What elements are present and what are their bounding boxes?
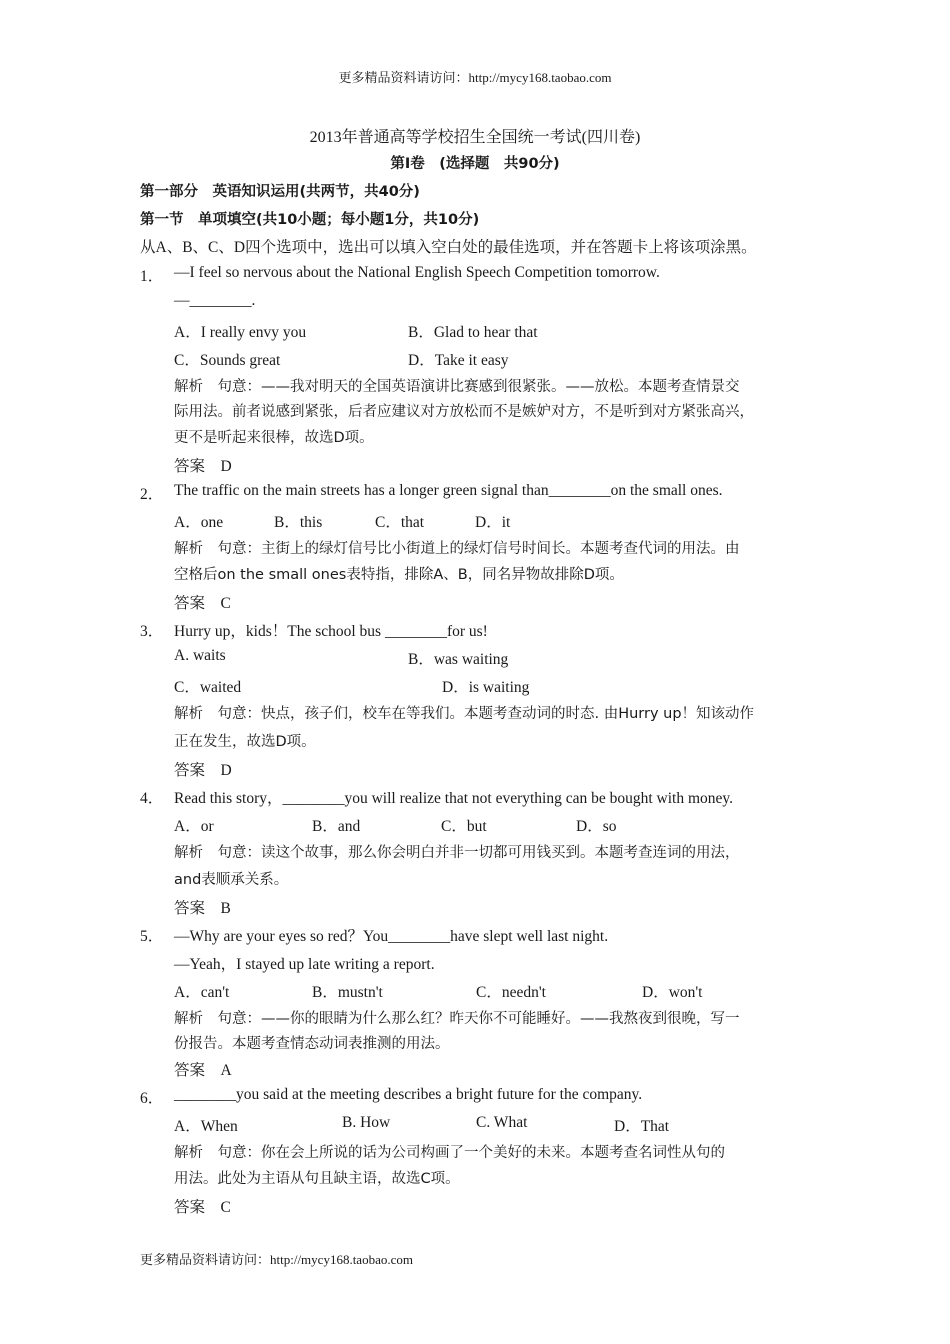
option-a: A. waits — [174, 647, 226, 664]
question-stem: —Why are your eyes so red？You________have slept well last night. — [174, 928, 609, 945]
question-number: 5． — [140, 928, 164, 945]
question-stem: ________you said at the meeting describes a bright future for the company. — [174, 1086, 643, 1103]
question-stem: Read this story，________you will realize that not everything can be bought with money. — [174, 790, 734, 807]
question-stem: —I feel so nervous about the National English Speech Competition tomorrow. — [174, 264, 660, 281]
option-d: D．Take it easy — [408, 352, 509, 369]
explanation: 更不是听起来很棒，故选D项。 — [174, 430, 374, 446]
option-d: D．so — [576, 818, 617, 835]
explanation: 用法。此处为主语从句且缺主语，故选C项。 — [174, 1171, 460, 1187]
explanation: 解析 句意：读这个故事，那么你会明白并非一切都可用钱买到。本题考查连词的用法， — [174, 845, 740, 861]
option-c: C．Sounds great — [174, 352, 281, 369]
header-link[interactable]: 更多精品资料请访问：http://mycy168.taobao.com — [338, 70, 612, 85]
option-a: A．can't — [174, 984, 230, 1001]
answer: 答案 C — [174, 1199, 231, 1216]
question-number: 1． — [140, 268, 164, 285]
option-b: B．Glad to hear that — [408, 324, 538, 341]
section-heading: 第一节 单项填空(共10小题；每小题1分，共10分) — [140, 212, 480, 228]
explanation: 解析 句意：主街上的绿灯信号比小街道上的绿灯信号时间长。本题考查代词的用法。由 — [174, 541, 740, 557]
answer: 答案 D — [174, 762, 232, 779]
option-c: C．waited — [174, 679, 242, 696]
volume-subtitle: 第Ⅰ卷 (选择题 共90分) — [390, 156, 560, 172]
answer: 答案 B — [174, 900, 231, 917]
question-stem-line2: —________. — [174, 292, 256, 309]
option-c: C．needn't — [476, 984, 546, 1001]
option-c: C．but — [441, 818, 487, 835]
question-stem: Hurry up，kids！The school bus ________for us! — [174, 623, 488, 640]
question-number: 2． — [140, 486, 164, 503]
answer: 答案 C — [174, 595, 231, 612]
question-number: 3． — [140, 623, 164, 640]
option-b: B. How — [342, 1114, 391, 1131]
question-stem-line2: —Yeah，I stayed up late writing a report. — [174, 956, 435, 973]
option-d: D．it — [475, 514, 511, 531]
footer-link[interactable]: 更多精品资料请访问：http://mycy168.taobao.com — [140, 1252, 413, 1267]
option-d: D．won't — [642, 984, 703, 1001]
question-number: 4． — [140, 790, 164, 807]
answer: 答案 D — [174, 458, 232, 475]
option-a: A．I really envy you — [174, 324, 307, 341]
question-stem: The traffic on the main streets has a longer green signal than________on the small ones. — [174, 482, 723, 499]
option-b: B．and — [312, 818, 361, 835]
explanation: 解析 句意：你在会上所说的话为公司构画了一个美好的未来。本题考查名词性从句的 — [174, 1145, 725, 1161]
question-number: 6． — [140, 1090, 164, 1107]
option-c: C. What — [476, 1114, 528, 1131]
explanation: 际用法。前者说感到紧张，后者应建议对方放松而不是嫉妒对方，不是听到对方紧张高兴， — [174, 404, 754, 420]
option-d: D．is waiting — [442, 679, 530, 696]
option-b: B．this — [274, 514, 323, 531]
page-title: 2013年普通高等学校招生全国统一考试(四川卷) — [309, 129, 641, 146]
explanation: 解析 句意：——我对明天的全国英语演讲比赛感到很紧张。——放松。本题考查情景交 — [174, 379, 740, 395]
option-a: A．When — [174, 1118, 238, 1135]
option-b: B．was waiting — [408, 651, 509, 668]
option-d: D．That — [614, 1118, 670, 1135]
explanation: 解析 句意：快点，孩子们，校车在等我们。本题考查动词的时态. 由Hurry up！知该动作 — [174, 706, 755, 722]
option-a: A．one — [174, 514, 224, 531]
explanation: 解析 句意：——你的眼睛为什么那么红？昨天你不可能睡好。——我熬夜到很晚，写一 — [174, 1011, 740, 1027]
explanation: 份报告。本题考查情态动词表推测的用法。 — [174, 1036, 450, 1052]
explanation: 正在发生，故选D项。 — [174, 734, 316, 750]
explanation: 空格后on the small ones表特指，排除A、B，同名异物故排除D项。 — [174, 567, 624, 583]
option-b: B．mustn't — [312, 984, 383, 1001]
option-a: A．or — [174, 818, 214, 835]
answer: 答案 A — [174, 1062, 232, 1079]
explanation: and表顺承关系。 — [174, 872, 289, 888]
option-c: C．that — [375, 514, 425, 531]
instructions: 从A、B、C、D四个选项中，选出可以填入空白处的最佳选项，并在答题卡上将该项涂黑。 — [140, 239, 757, 256]
part-heading: 第一部分 英语知识运用(共两节，共40分) — [140, 184, 420, 200]
